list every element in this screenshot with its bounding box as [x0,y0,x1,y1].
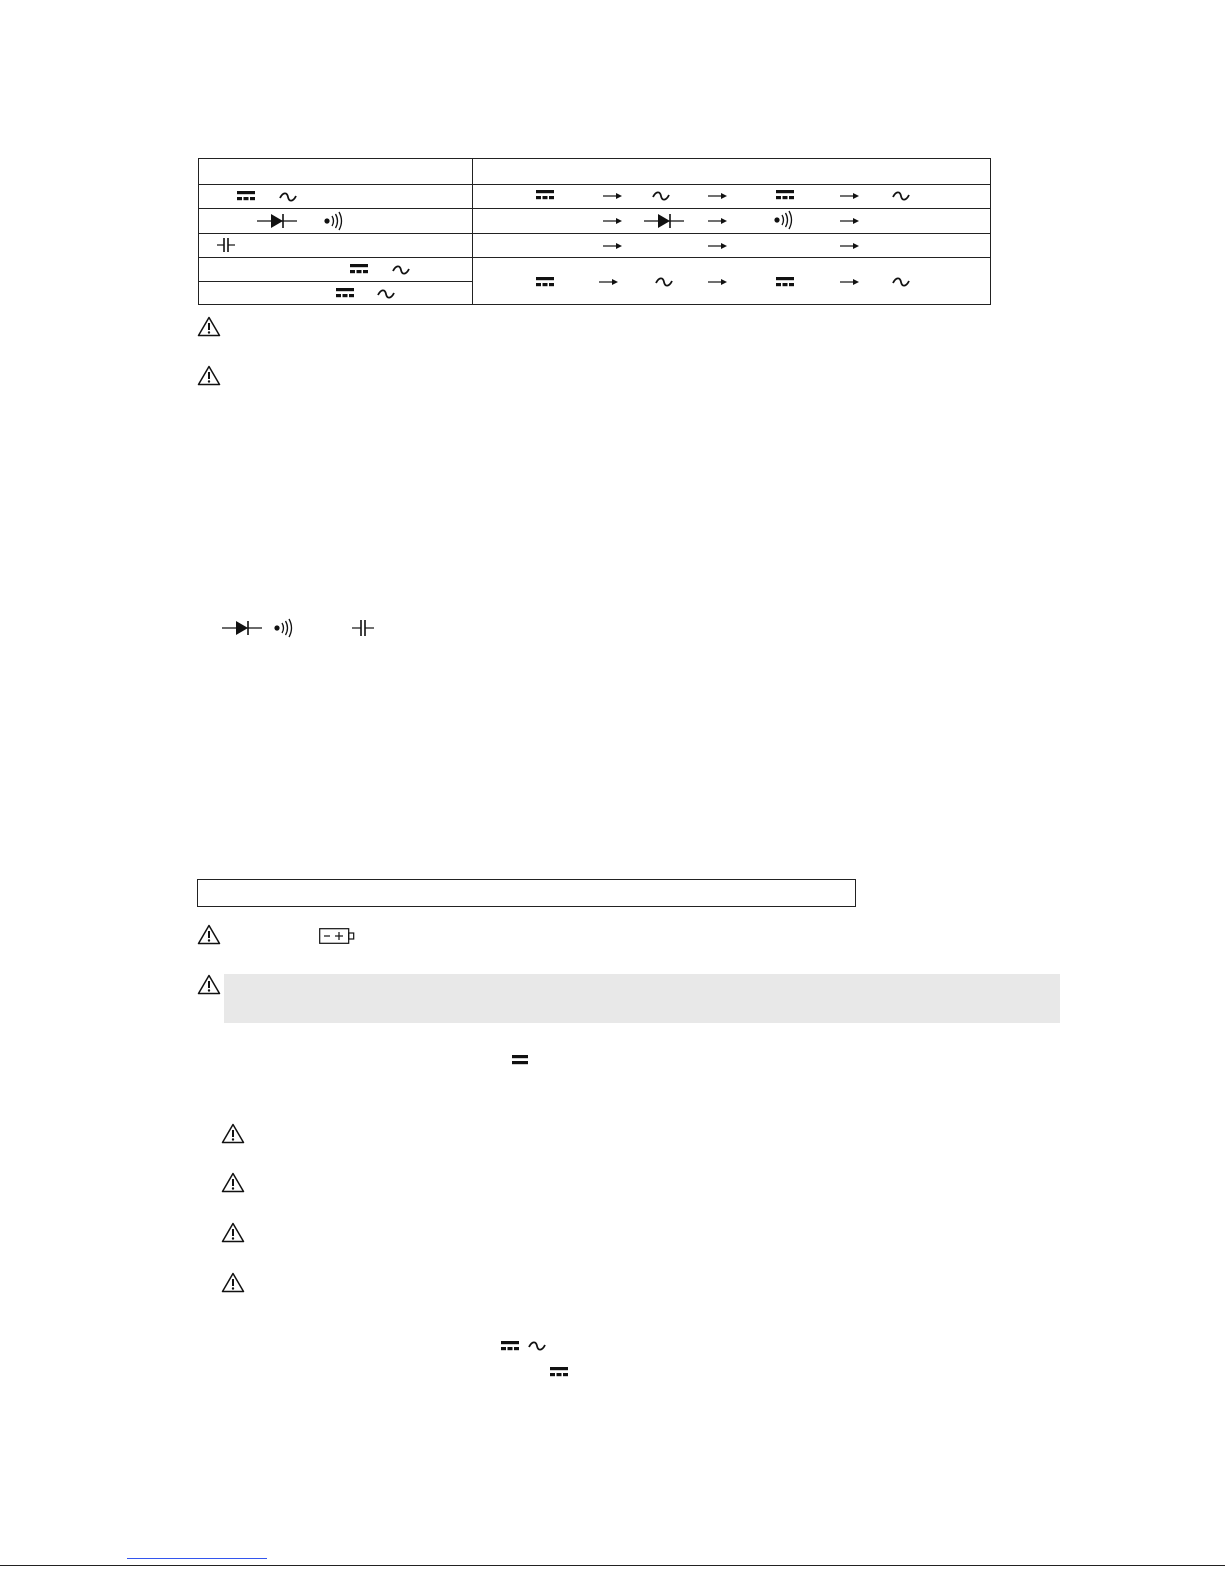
ac-tilde-icon [892,191,910,201]
continuity-beeper-icon [773,210,797,230]
right-arrow-icon [603,192,623,200]
diode-icon [222,620,262,636]
shaded-warning-box [224,974,1060,1023]
warning-triangle-icon [221,1172,245,1193]
ac-tilde-icon [528,1341,546,1351]
right-arrow-icon [708,278,728,286]
right-arrow-icon [599,278,619,286]
dc-symbol-icon [776,190,794,200]
ac-tilde-icon [892,277,910,287]
ac-tilde-icon [392,265,410,275]
footer-rule [0,1565,1225,1566]
dc-symbol-icon [536,277,554,287]
dc-symbol-icon [512,1055,528,1065]
right-arrow-icon [840,242,860,250]
dc-symbol-icon [536,190,554,200]
ac-tilde-icon [377,289,395,299]
low-battery-icon [319,928,355,944]
warning-triangle-icon [221,1272,245,1293]
right-arrow-icon [708,217,728,225]
diode-icon [644,213,684,229]
continuity-beeper-icon [323,211,347,231]
warning-triangle-icon [197,365,221,386]
right-arrow-icon [708,242,728,250]
dc-symbol-icon [336,288,354,298]
capacitor-icon [352,619,374,637]
footer-link-underline[interactable] [127,1558,267,1559]
ac-tilde-icon [279,192,297,202]
dc-symbol-icon [550,1367,568,1377]
warning-triangle-icon [197,316,221,337]
dc-symbol-icon [501,1341,519,1351]
dc-symbol-icon [237,191,255,201]
warning-triangle-icon [221,1222,245,1243]
right-arrow-icon [603,217,623,225]
right-arrow-icon [840,217,860,225]
dc-symbol-icon [776,277,794,287]
dc-symbol-icon [350,264,368,274]
right-arrow-icon [603,242,623,250]
warning-triangle-icon [197,974,221,995]
warning-triangle-icon [197,924,221,945]
ac-tilde-icon [655,277,673,287]
right-arrow-icon [708,192,728,200]
ac-tilde-icon [652,191,670,201]
diode-icon [257,213,297,229]
warning-triangle-icon [221,1123,245,1144]
continuity-beeper-icon [273,618,297,638]
right-arrow-icon [840,278,860,286]
mode-box [197,879,856,907]
capacitor-icon [217,237,235,253]
right-arrow-icon [840,192,860,200]
